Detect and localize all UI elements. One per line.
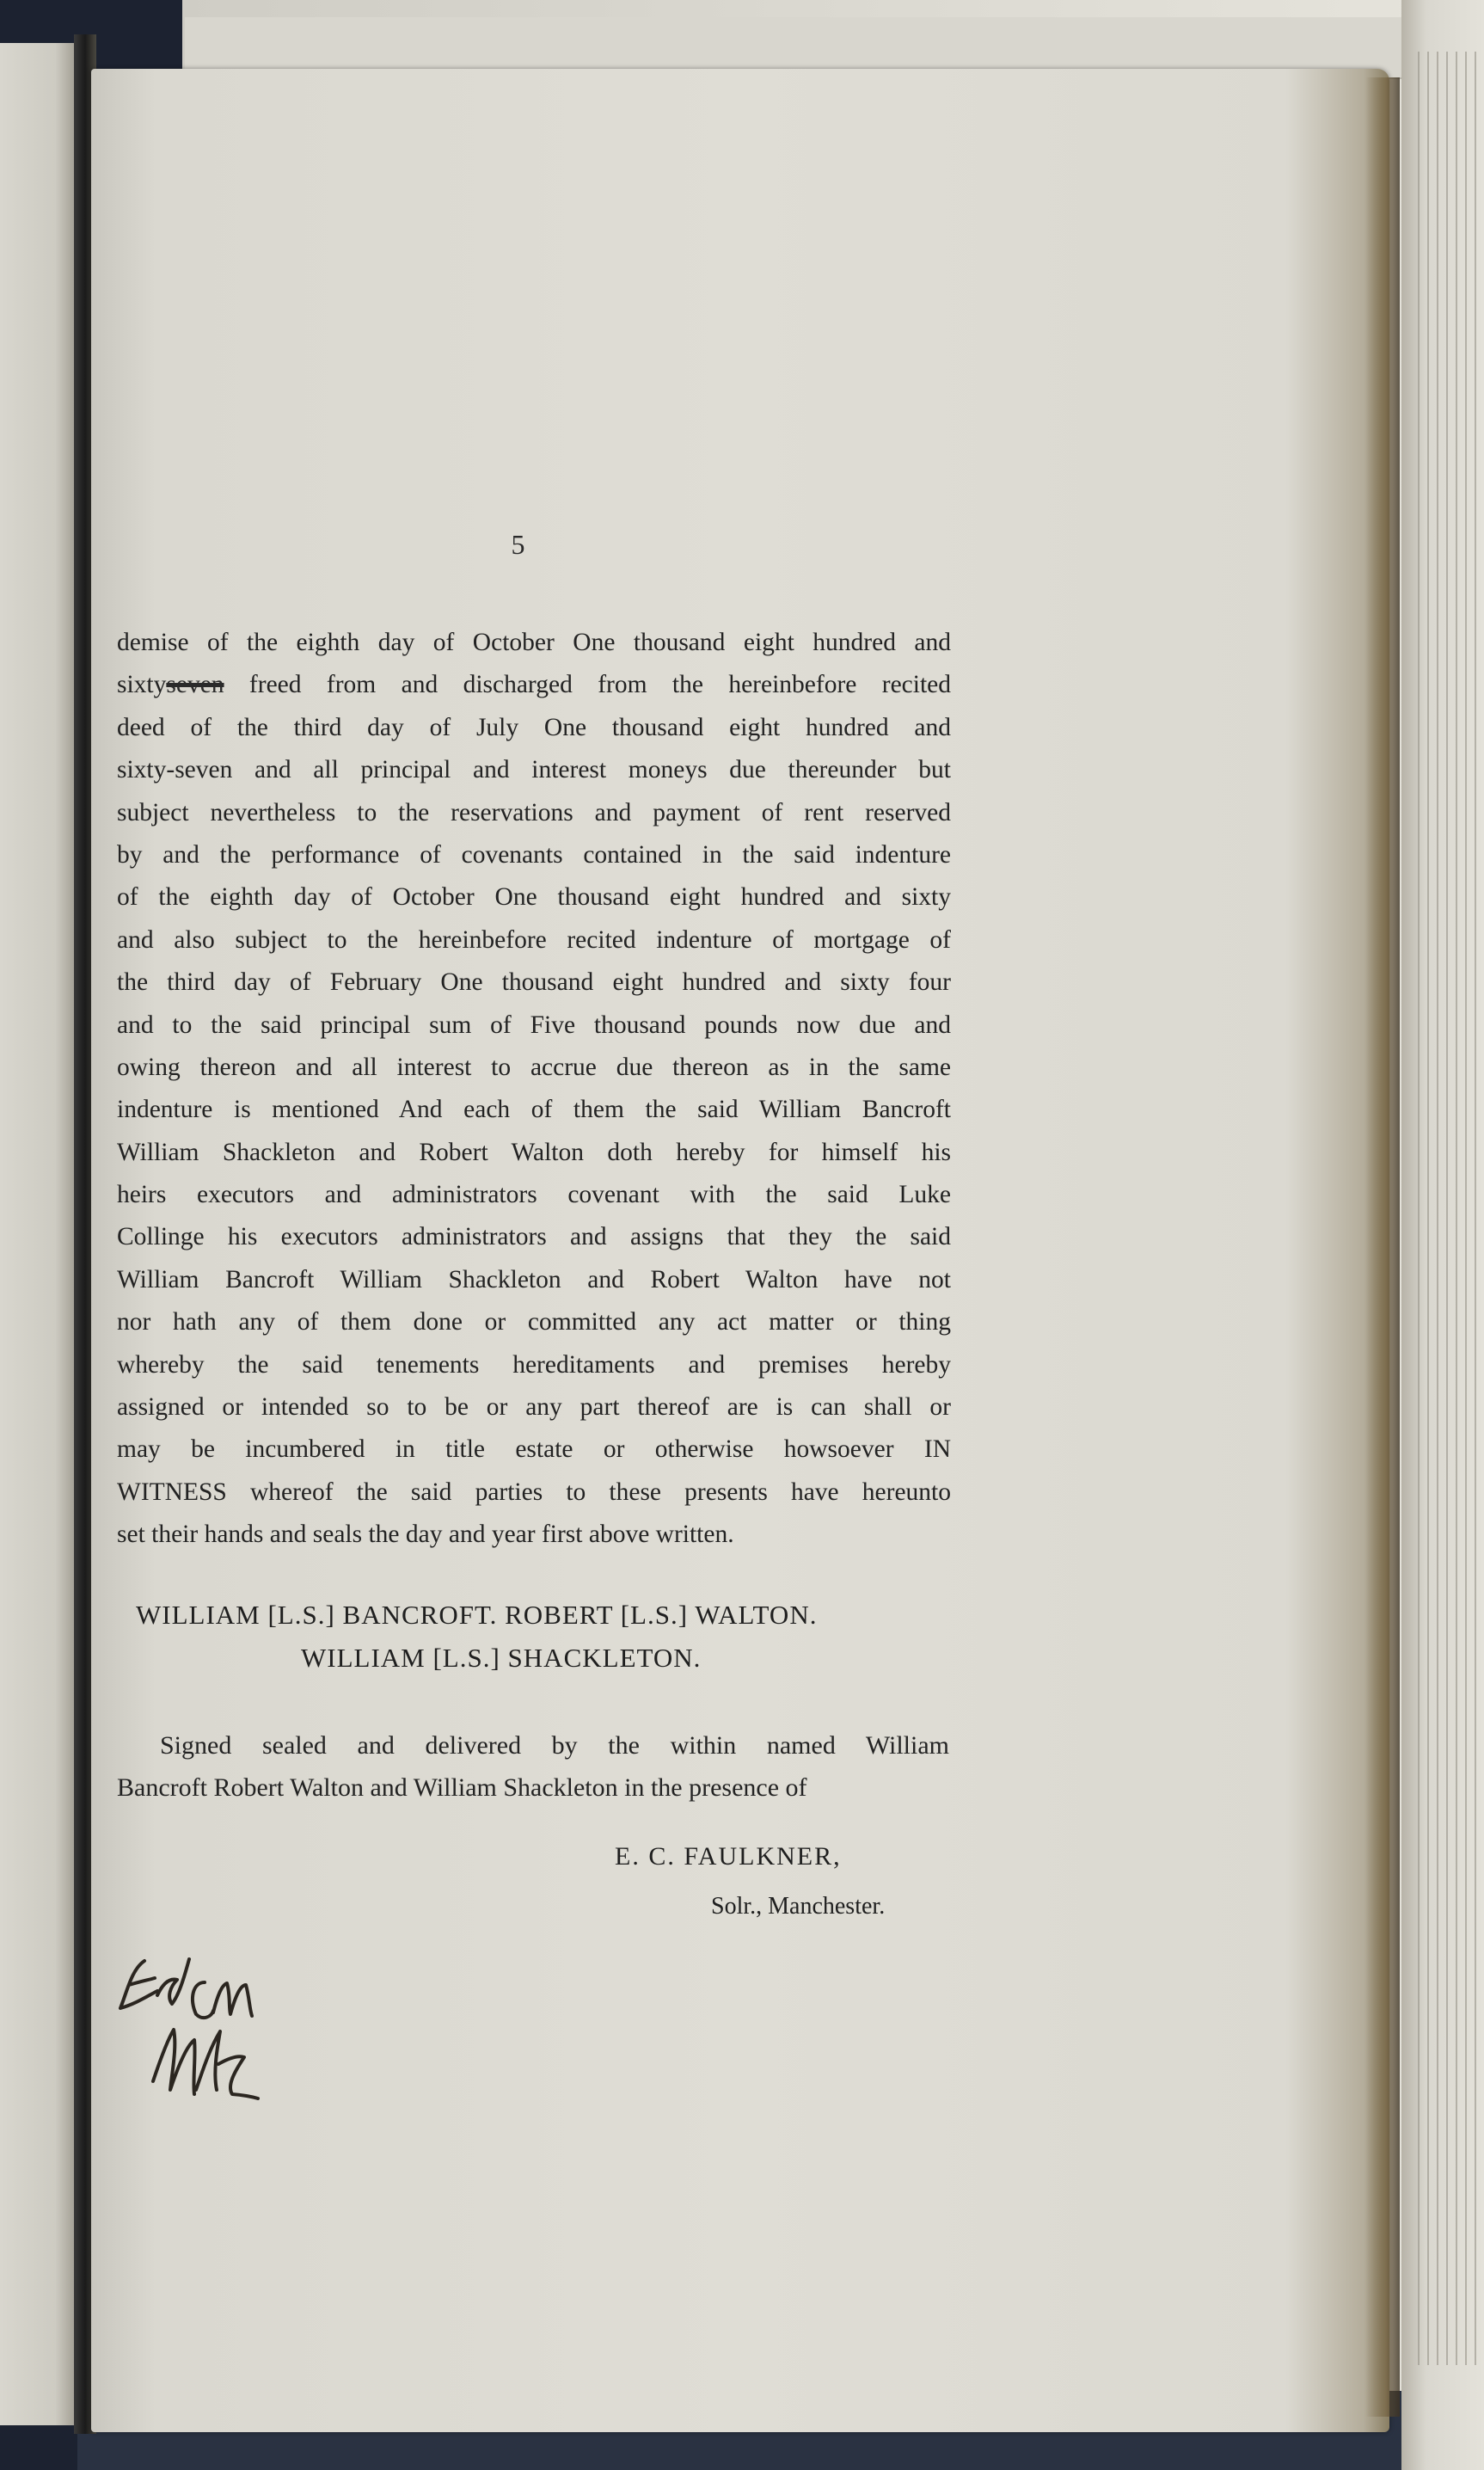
attestation-line-1: Signed sealed and delivered by the within named William (160, 1731, 949, 1760)
text-line-9: the third day of February One thousand eight hundred and sixty four (117, 968, 951, 997)
text-line-14: heirs executors and administrators covenant with the said Luke (117, 1181, 951, 1209)
handwriting-stroke-c (193, 1982, 213, 2018)
attestation-line-2: Bancroft Robert Walton and William Shackleton in the presence of (117, 1773, 807, 1803)
text-line-2-rest: freed from and discharged from the hereinbefore recited (224, 671, 951, 699)
handwriting-stroke-m2 (153, 2030, 195, 2094)
handwriting-stroke-d (157, 1959, 189, 2004)
text-line-2 (117, 664, 951, 706)
text-line-4: sixty-seven and all principal and interest moneys due thereunder but (117, 756, 951, 784)
text-line-6: by and the performance of covenants contained in the said indenture (117, 840, 951, 869)
handwriting-stroke-tail (218, 2056, 258, 2098)
handwriting-stroke-e (120, 1961, 157, 2008)
text-line-16: William Bancroft William Shackleton and Robert Walton have not (117, 1265, 951, 1293)
page-number: 5 (511, 529, 525, 560)
handwriting-stroke-l (196, 2031, 220, 2090)
text-line-5: subject nevertheless to the reservations and payment of rent reserved (117, 798, 951, 826)
text-line-12: indenture is mentioned And each of them the said William Bancroft (117, 1096, 951, 1124)
text-line-18: whereby the said tenements hereditaments and premises hereby (117, 1350, 951, 1379)
witness-title: Solr., Manchester. (711, 1893, 886, 1920)
text-line-2-start: sixty (117, 671, 167, 699)
handwritten-initials (110, 1944, 316, 2159)
stacked-page-edges (1410, 52, 1479, 2365)
text-line-22: set their hands and seals the day and year first above written. (117, 1521, 734, 1549)
text-line-3: deed of the third day of July One thousand eight hundred and (117, 713, 951, 741)
handwriting-stroke-m1 (213, 1983, 252, 2016)
struck-word: seven (166, 671, 224, 699)
text-line-1: demise of the eighth day of October One thousand eight hundred and (117, 629, 951, 656)
witness-name: E. C. FAULKNER, (615, 1842, 842, 1871)
page-edge-discoloration (1365, 77, 1400, 2417)
text-line-15: Collinge his executors administrators and assigns that they the said (117, 1223, 951, 1251)
text-line-21: WITNESS whereof the said parties to these presents have hereunto (117, 1478, 951, 1506)
deed-body-text (117, 622, 951, 1557)
text-line-17: nor hath any of them done or committed any act matter or thing (117, 1308, 951, 1336)
left-facing-page (0, 43, 79, 2425)
text-line-19: assigned or intended so to be or any part thereof are is can shall or (117, 1393, 951, 1422)
text-line-8: and also subject to the hereinbefore recited indenture of mortgage of (117, 925, 951, 954)
text-line-7: of the eighth day of October One thousand eight hundred and sixty (117, 883, 951, 912)
signatures-line-1: WILLIAM [L.S.] BANCROFT. ROBERT [L.S.] WALTON. (136, 1600, 818, 1630)
text-line-10: and to the said principal sum of Five thousand pounds now due and (117, 1011, 951, 1039)
attestation-clause (117, 1724, 949, 1809)
text-line-11: owing thereon and all interest to accrue due thereon as in the same (117, 1053, 951, 1081)
text-line-13: William Shackleton and Robert Walton doth hereby for himself his (117, 1138, 951, 1166)
signatures-line-2: WILLIAM [L.S.] SHACKLETON. (301, 1643, 702, 1673)
text-line-20: may be incumbered in title estate or otherwise howsoever IN (117, 1435, 951, 1464)
